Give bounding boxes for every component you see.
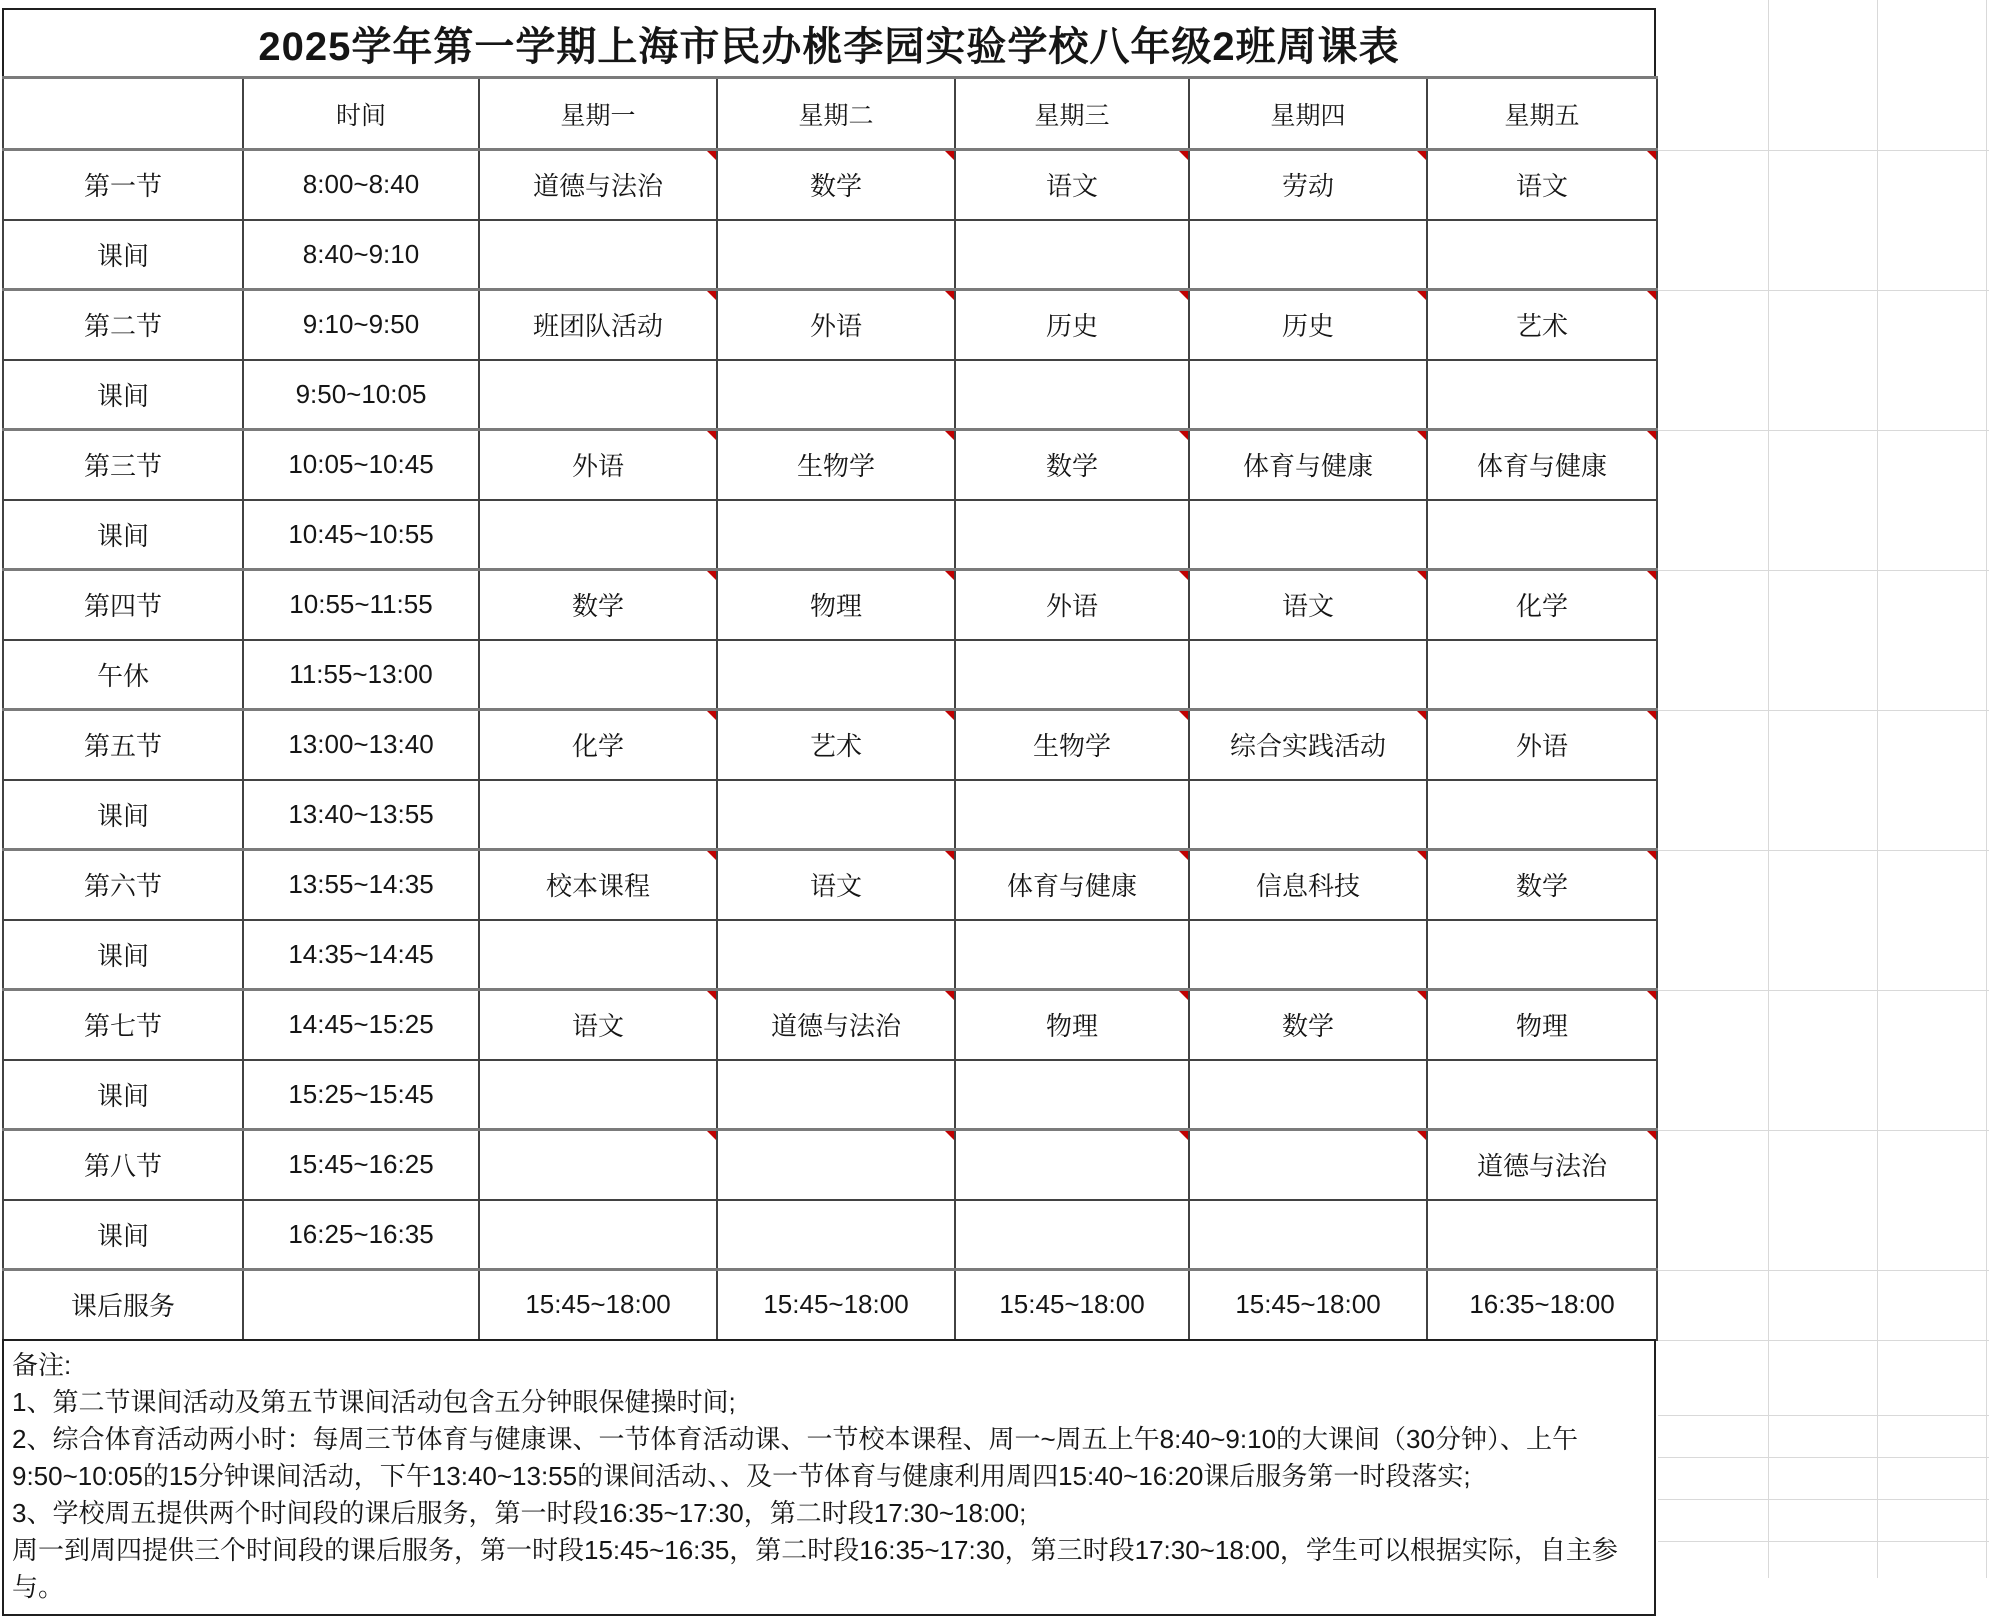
subject-cell: 信息科技 (1189, 850, 1427, 920)
subject-cell (479, 1130, 717, 1200)
comment-indicator-icon (945, 851, 954, 860)
period-label-cell: 第二节 (3, 290, 243, 360)
subject-cell: 语文 (1189, 570, 1427, 640)
subject-cell (479, 780, 717, 850)
subject-cell (717, 500, 955, 570)
note-line: 3、学校周五提供两个时间段的课后服务，第一时段16:35~17:30，第二时段17:30~18:00; (12, 1497, 1027, 1528)
subject-cell (1189, 780, 1427, 850)
comment-indicator-icon (1417, 431, 1426, 440)
comment-indicator-icon (707, 431, 716, 440)
period-label-cell: 第四节 (3, 570, 243, 640)
table-row (3, 430, 1657, 500)
table-row (3, 780, 1657, 850)
period-label-cell: 课间 (3, 920, 243, 990)
comment-indicator-icon (945, 431, 954, 440)
subject-cell (1189, 1200, 1427, 1270)
subject-cell (1427, 640, 1657, 710)
subject-cell (479, 220, 717, 290)
subject-cell: 体育与健康 (1189, 430, 1427, 500)
subject-cell (955, 640, 1189, 710)
subject-cell (1189, 920, 1427, 990)
subject-cell: 艺术 (1427, 290, 1657, 360)
comment-indicator-icon (1647, 151, 1656, 160)
header-cell-tuesday: 星期二 (717, 78, 955, 150)
subject-cell (955, 220, 1189, 290)
header-cell-monday: 星期一 (479, 78, 717, 150)
comment-indicator-icon (1417, 991, 1426, 1000)
time-cell: 10:05~10:45 (243, 430, 479, 500)
comment-indicator-icon (1647, 991, 1656, 1000)
subject-cell (955, 1060, 1189, 1130)
note-line: 周一到周四提供三个时间段的课后服务，第一时段15:45~16:35，第二时段16:35~17:30，第三时段17:30~18:00，学生可以根据实际，自主参与。 (12, 1534, 1618, 1602)
grid-line (1658, 1499, 1989, 1500)
comment-indicator-icon (1417, 711, 1426, 720)
notes-box (2, 1339, 1656, 1616)
grid-line (1658, 290, 1989, 291)
grid-line (1658, 430, 1989, 431)
subject-cell (717, 360, 955, 430)
table-row (3, 710, 1657, 780)
table-row (3, 920, 1657, 990)
period-label-cell: 第八节 (3, 1130, 243, 1200)
header-cell-wednesday: 星期三 (955, 78, 1189, 150)
time-cell: 14:35~14:45 (243, 920, 479, 990)
comment-indicator-icon (1647, 1131, 1656, 1140)
grid-line (1658, 1541, 1989, 1542)
subject-cell: 语文 (479, 990, 717, 1060)
subject-cell: 化学 (479, 710, 717, 780)
grid-line (1658, 1340, 1989, 1341)
subject-cell: 劳动 (1189, 150, 1427, 220)
subject-cell (717, 920, 955, 990)
subject-cell (479, 920, 717, 990)
note-line: 1、第二节课间活动及第五节课间活动包含五分钟眼保健操时间; (12, 1386, 736, 1417)
subject-cell: 综合实践活动 (1189, 710, 1427, 780)
comment-indicator-icon (1417, 1131, 1426, 1140)
subject-cell: 15:45~18:00 (717, 1270, 955, 1340)
period-label-cell: 课间 (3, 220, 243, 290)
subject-cell: 外语 (717, 290, 955, 360)
subject-cell (1189, 220, 1427, 290)
subject-cell: 外语 (479, 430, 717, 500)
header-cell-friday: 星期五 (1427, 78, 1657, 150)
subject-cell: 道德与法治 (1427, 1130, 1657, 1200)
subject-cell (955, 360, 1189, 430)
header-row (3, 78, 1657, 150)
comment-indicator-icon (707, 151, 716, 160)
comment-indicator-icon (1647, 431, 1656, 440)
comment-indicator-icon (945, 291, 954, 300)
comment-indicator-icon (707, 291, 716, 300)
subject-cell (1427, 920, 1657, 990)
comment-indicator-icon (1417, 291, 1426, 300)
table-row (3, 500, 1657, 570)
subject-cell (479, 1200, 717, 1270)
comment-indicator-icon (1647, 571, 1656, 580)
period-label-cell: 第七节 (3, 990, 243, 1060)
subject-cell: 物理 (717, 570, 955, 640)
comment-indicator-icon (1179, 291, 1188, 300)
grid-line (1658, 570, 1989, 571)
time-cell (243, 1270, 479, 1340)
table-row (3, 640, 1657, 710)
comment-indicator-icon (707, 571, 716, 580)
table-row (3, 1130, 1657, 1200)
subject-cell (955, 1200, 1189, 1270)
time-cell: 8:00~8:40 (243, 150, 479, 220)
grid-line (1986, 0, 1987, 1578)
subject-cell: 道德与法治 (717, 990, 955, 1060)
comment-indicator-icon (1179, 431, 1188, 440)
subject-cell: 物理 (955, 990, 1189, 1060)
subject-cell (1427, 360, 1657, 430)
grid-line (1658, 1130, 1989, 1131)
subject-cell: 物理 (1427, 990, 1657, 1060)
comment-indicator-icon (707, 851, 716, 860)
table-row (3, 990, 1657, 1060)
table-row (3, 850, 1657, 920)
subject-cell: 数学 (1189, 990, 1427, 1060)
comment-indicator-icon (1417, 851, 1426, 860)
comment-indicator-icon (707, 711, 716, 720)
subject-cell: 15:45~18:00 (479, 1270, 717, 1340)
subject-cell: 历史 (955, 290, 1189, 360)
comment-indicator-icon (945, 151, 954, 160)
subject-cell (1189, 500, 1427, 570)
subject-cell: 道德与法治 (479, 150, 717, 220)
subject-cell (955, 500, 1189, 570)
subject-cell: 外语 (1427, 710, 1657, 780)
comment-indicator-icon (1179, 1131, 1188, 1140)
subject-cell (955, 1130, 1189, 1200)
timetable-sheet (2, 8, 1656, 1616)
subject-cell: 15:45~18:00 (955, 1270, 1189, 1340)
table-row (3, 1060, 1657, 1130)
subject-cell (1427, 780, 1657, 850)
grid-line (1658, 990, 1989, 991)
comment-indicator-icon (1179, 151, 1188, 160)
table-row (3, 220, 1657, 290)
header-cell-thursday: 星期四 (1189, 78, 1427, 150)
subject-cell (1189, 1130, 1427, 1200)
subject-cell (955, 780, 1189, 850)
subject-cell (1189, 360, 1427, 430)
time-cell: 14:45~15:25 (243, 990, 479, 1060)
table-row (3, 290, 1657, 360)
comment-indicator-icon (1647, 711, 1656, 720)
table-row (3, 360, 1657, 430)
period-label-cell: 午休 (3, 640, 243, 710)
comment-indicator-icon (1647, 851, 1656, 860)
subject-cell: 校本课程 (479, 850, 717, 920)
comment-indicator-icon (1179, 851, 1188, 860)
grid-line (1658, 1270, 1989, 1271)
grid-line (1658, 1415, 1989, 1416)
subject-cell: 数学 (717, 150, 955, 220)
subject-cell: 语文 (717, 850, 955, 920)
comment-indicator-icon (945, 991, 954, 1000)
note-line: 2、综合体育活动两小时：每周三节体育与健康课、一节体育活动课、一节校本课程、周一~周五上午8:40~9:10的大课间（30分钟）、上午9:50~10:05的15分钟课间活动，下午13:40~13:55的课间活动、、及一节体育与健康利用周四15:40~16:20课后服务第一时段落实; (12, 1423, 1578, 1491)
comment-indicator-icon (945, 571, 954, 580)
timetable-table (2, 76, 1658, 1341)
period-label-cell: 课间 (3, 780, 243, 850)
period-label-cell: 课间 (3, 500, 243, 570)
period-label-cell: 第五节 (3, 710, 243, 780)
table-row (3, 1200, 1657, 1270)
grid-line (1658, 1457, 1989, 1458)
time-cell: 9:10~9:50 (243, 290, 479, 360)
time-cell: 15:45~16:25 (243, 1130, 479, 1200)
time-cell: 11:55~13:00 (243, 640, 479, 710)
subject-cell: 外语 (955, 570, 1189, 640)
comment-indicator-icon (707, 991, 716, 1000)
comment-indicator-icon (1647, 291, 1656, 300)
subject-cell: 班团队活动 (479, 290, 717, 360)
subject-cell (717, 1200, 955, 1270)
subject-cell (1189, 1060, 1427, 1130)
time-cell: 8:40~9:10 (243, 220, 479, 290)
subject-cell (479, 500, 717, 570)
notes-heading: 备注: (12, 1349, 72, 1380)
period-label-cell: 课后服务 (3, 1270, 243, 1340)
period-label-cell: 课间 (3, 1200, 243, 1270)
period-label-cell: 课间 (3, 1060, 243, 1130)
time-cell: 13:40~13:55 (243, 780, 479, 850)
time-cell: 9:50~10:05 (243, 360, 479, 430)
time-cell: 16:25~16:35 (243, 1200, 479, 1270)
time-cell: 10:45~10:55 (243, 500, 479, 570)
subject-cell (955, 920, 1189, 990)
time-cell: 15:25~15:45 (243, 1060, 479, 1130)
subject-cell (1427, 500, 1657, 570)
subject-cell (1427, 1200, 1657, 1270)
period-label-cell: 第三节 (3, 430, 243, 500)
time-cell: 10:55~11:55 (243, 570, 479, 640)
subject-cell (717, 220, 955, 290)
header-cell-time: 时间 (243, 78, 479, 150)
grid-line (1658, 150, 1989, 151)
grid-line (1658, 710, 1989, 711)
subject-cell (717, 780, 955, 850)
comment-indicator-icon (1179, 991, 1188, 1000)
table-row (3, 1270, 1657, 1340)
comment-indicator-icon (707, 1131, 716, 1140)
subject-cell (1427, 1060, 1657, 1130)
comment-indicator-icon (1417, 151, 1426, 160)
subject-cell: 语文 (1427, 150, 1657, 220)
period-label-cell: 课间 (3, 360, 243, 430)
subject-cell: 数学 (955, 430, 1189, 500)
subject-cell: 生物学 (955, 710, 1189, 780)
comment-indicator-icon (1179, 571, 1188, 580)
subject-cell (479, 1060, 717, 1130)
comment-indicator-icon (1179, 711, 1188, 720)
header-cell-corner (3, 78, 243, 150)
comment-indicator-icon (945, 711, 954, 720)
subject-cell: 体育与健康 (1427, 430, 1657, 500)
time-cell: 13:00~13:40 (243, 710, 479, 780)
subject-cell (717, 1060, 955, 1130)
grid-line (1658, 850, 1989, 851)
subject-cell: 艺术 (717, 710, 955, 780)
period-label-cell: 第六节 (3, 850, 243, 920)
subject-cell (479, 360, 717, 430)
subject-cell: 化学 (1427, 570, 1657, 640)
grid-line (1768, 0, 1769, 1578)
subject-cell: 历史 (1189, 290, 1427, 360)
subject-cell (479, 640, 717, 710)
subject-cell: 语文 (955, 150, 1189, 220)
subject-cell: 体育与健康 (955, 850, 1189, 920)
period-label-cell: 第一节 (3, 150, 243, 220)
subject-cell: 15:45~18:00 (1189, 1270, 1427, 1340)
subject-cell (717, 640, 955, 710)
subject-cell: 16:35~18:00 (1427, 1270, 1657, 1340)
timetable-title: 2025学年第一学期上海市民办桃李园实验学校八年级2班周课表 (2, 8, 1656, 78)
subject-cell: 生物学 (717, 430, 955, 500)
comment-indicator-icon (945, 1131, 954, 1140)
subject-cell (1189, 640, 1427, 710)
subject-cell (717, 1130, 955, 1200)
table-row (3, 150, 1657, 220)
time-cell: 13:55~14:35 (243, 850, 479, 920)
subject-cell: 数学 (479, 570, 717, 640)
grid-line (1877, 0, 1878, 1578)
table-row (3, 570, 1657, 640)
subject-cell: 数学 (1427, 850, 1657, 920)
subject-cell (1427, 220, 1657, 290)
comment-indicator-icon (1417, 571, 1426, 580)
